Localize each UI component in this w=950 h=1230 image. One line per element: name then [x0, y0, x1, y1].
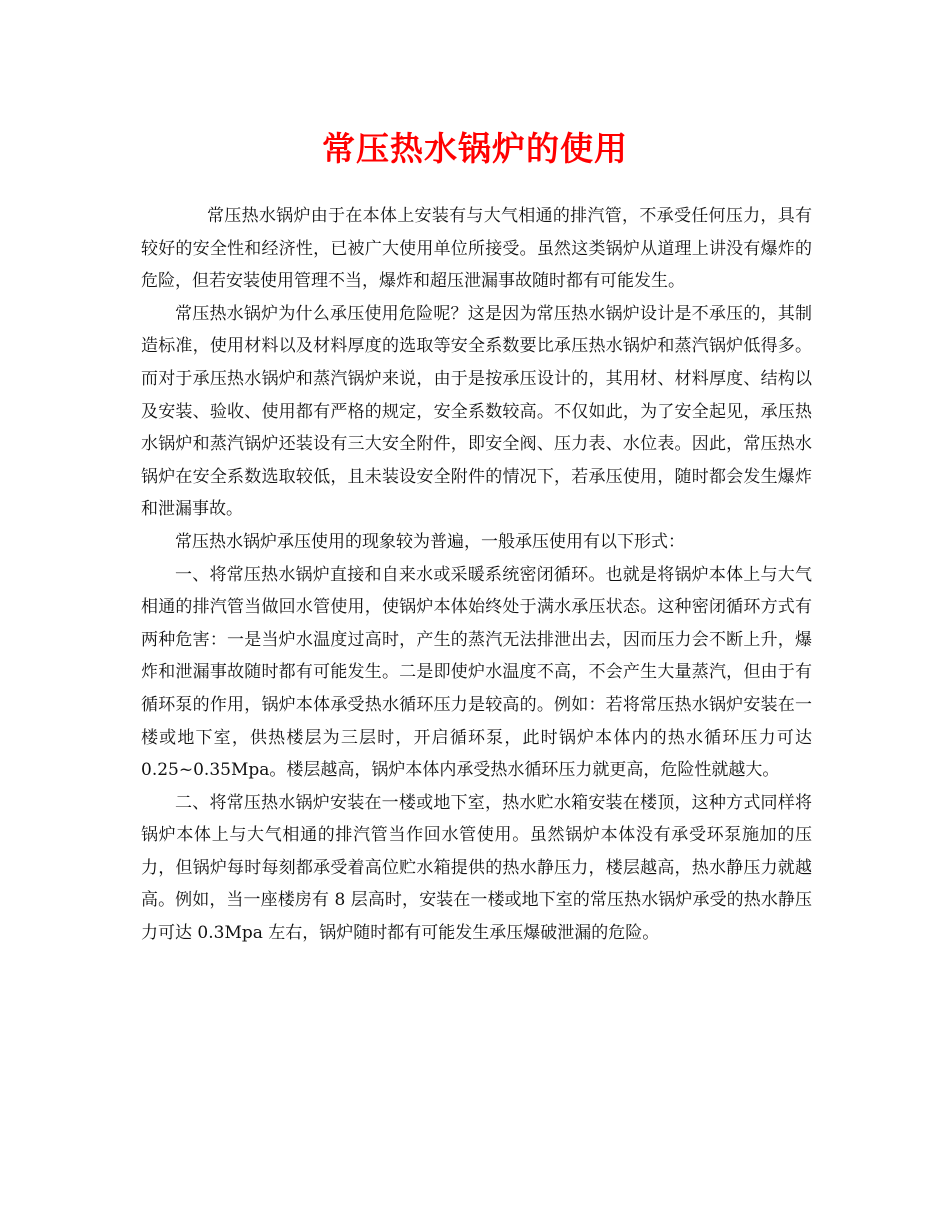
paragraph-intro: 常压热水锅炉由于在本体上安装有与大气相通的排汽管，不承受任何压力，具有较好的安全性和经济性，已被广大使用单位所接受。虽然这类锅炉从道理上讲没有爆炸的危险，但若安装使用管理不当，爆炸和超压泄漏事故随时都有可能发生。 — [141, 206, 812, 292]
document-body — [141, 200, 812, 950]
paragraph-form-two: 二、将常压热水锅炉安装在一楼或地下室，热水贮水箱安装在楼顶，这种方式同样将锅炉本体上与大气相通的排汽管当作回水管使用。虽然锅炉本体没有承受环泵施加的压力，但锅炉每时每刻都承受着高位贮水箱提供的热水静压力，楼层越高，热水静压力就越高。例如，当一座楼房有 8 层高时，安装在一楼或地下室的常压热水锅炉承受的热水静压力可达 0.3Mpa 左右，锅炉随时都有可能发生承压爆破泄漏的危险。 — [141, 792, 812, 944]
paragraph-danger-reason: 常压热水锅炉为什么承压使用危险呢？这是因为常压热水锅炉设计是不承压的，其制造标准，使用材料以及材料厚度的选取等安全系数要比承压热水锅炉和蒸汽锅炉低得多。而对于承压热水锅炉和蒸汽锅炉来说，由于是按承压设计的，其用材、材料厚度、结构以及安装、验收、使用都有严格的规定，安全系数较高。不仅如此，为了安全起见，承压热水锅炉和蒸汽锅炉还装设有三大安全附件，即安全阀、压力表、水位表。因此，常压热水锅炉在安全系数选取较低，且未装设安全附件的情况下，若承压使用，随时都会发生爆炸和泄漏事故。 — [141, 303, 812, 520]
page-title: 常压热水锅炉的使用 — [322, 129, 628, 168]
paragraph-forms-intro: 常压热水锅炉承压使用的现象较为普遍，一般承压使用有以下形式： — [175, 531, 685, 552]
paragraph-form-one: 一、将常压热水锅炉直接和自来水或采暖系统密闭循环。也就是将锅炉本体上与大气相通的排汽管当做回水管使用，使锅炉本体始终处于满水承压状态。这种密闭循环方式有两种危害：一是当炉水温度过高时，产生的蒸汽无法排泄出去，因而压力会不断上升，爆炸和泄漏事故随时都有可能发生。二是即使炉水温度不高，不会产生大量蒸汽，但由于有循环泵的作用，锅炉本体承受热水循环压力是较高的。例如：若将常压热水锅炉安装在一楼或地下室，供热楼层为三层时，开启循环泵，此时锅炉本体内的热水循环压力可达 0.25~0.35Mpa。楼层越高，锅炉本体内承受热水循环压力就更高，危险性就越大。 — [141, 564, 812, 781]
